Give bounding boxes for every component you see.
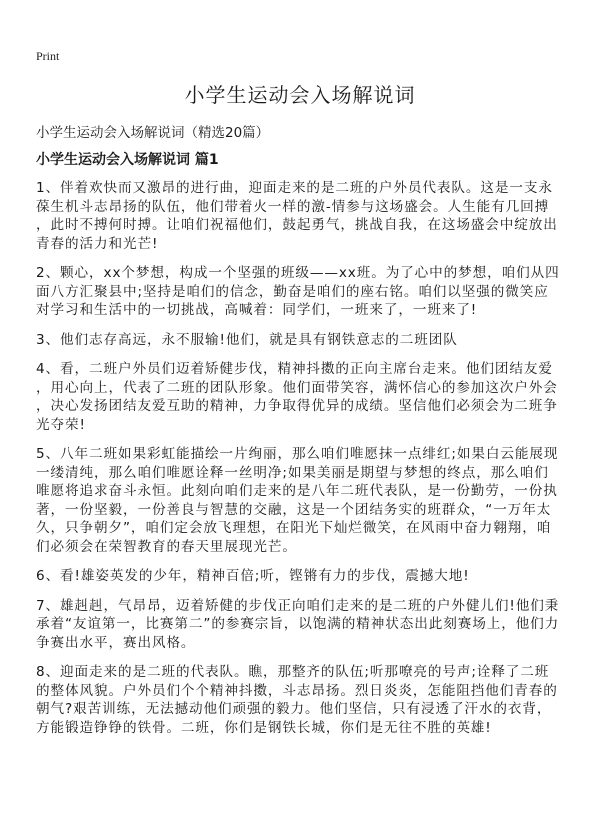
paragraph-line: 葆生机斗志昂扬的队伍，他们带着火一样的激-情参与这场盛会。人生能有几回搏 <box>36 198 550 215</box>
document-title: 小学生运动会入场解说词 <box>184 83 416 107</box>
paragraph-line: 方能锻造铮铮的铁骨。二班，你们是钢铁长城，你们是无往不胜的英雄! <box>36 719 492 736</box>
paragraph-line: 7、雄赳赳，气昂昂，迈着矫健的步伐正向咱们走来的是二班的户外健儿们!他们秉 <box>36 597 560 614</box>
document-body <box>36 179 566 748</box>
paragraph-line: ，决心发扬团结友爱互助的精神，力争取得优异的成绩。坚信他们必须会为二班争 <box>36 398 558 414</box>
paragraph-6 <box>36 567 566 586</box>
print-label: Print <box>36 49 60 63</box>
paragraph-line: 的整体风貌。户外员们个个精神抖擞，斗志昂扬。烈日炎炎，怎能阻挡他们青春的 <box>36 682 558 699</box>
paragraph-line: 2、颗心，xx个梦想，构成一个坚强的班级——xx班。为了心中的梦想，咱们从四 <box>36 265 560 281</box>
paragraph-line: 6、看!雄姿英发的少年，精神百倍;听，铿锵有力的步伐，震撼大地! <box>36 568 470 584</box>
paragraph-4 <box>36 360 566 434</box>
paragraph-1 <box>36 179 566 253</box>
paragraph-line: ，此时不搏何时搏。让咱们祝福他们，鼓起勇气，挑战自我，在这场盛会中绽放出 <box>36 217 558 233</box>
paragraph-line: 5、八年二班如果彩虹能描绘一片绚丽，那么咱们唯愿抹一点绯红;如果白云能展现 <box>36 446 559 462</box>
paragraph-line: 1、伴着欢快而又激昂的进行曲，迎面走来的是二班的户外员代表队。这是一支永 <box>36 180 553 196</box>
paragraph-line: 一缕清纯，那么咱们唯愿诠释一丝明净;如果美丽是期望与梦想的终点，那么咱们 <box>36 464 549 481</box>
paragraph-line: ，用心向上，代表了二班的团队形象。他们面带笑容，满怀信心的参加这次户外会 <box>36 379 558 396</box>
paragraph-line: 们必须会在荣智教育的春天里展现光芒。 <box>36 538 297 555</box>
paragraph-line: 朝气?艰苦训练，无法撼动他们顽强的毅力。他们坚信，只有浸透了汗水的衣背， <box>36 701 552 717</box>
paragraph-line: 8、迎面走来的是二班的代表队。瞧，那整齐的队伍;听那嘹亮的号声;诠释了二班 <box>36 664 550 680</box>
paragraph-line: 久，只争朝夕”，咱们定会放飞理想，在阳光下灿烂微笑，在风雨中奋力翱翔，咱 <box>36 520 552 536</box>
paragraph-2 <box>36 264 566 320</box>
paragraph-8 <box>36 663 566 737</box>
paragraph-line: 对学习和生活中的一切挑战，高喊着：同学们，一班来了，一班来了! <box>36 302 478 318</box>
paragraph-5 <box>36 445 566 556</box>
paragraph-line: 唯愿将追求奋斗永恒。此刻向咱们走来的是八年二班代表队，是一份勤劳，一份执 <box>36 483 558 499</box>
paragraph-line: 光夺荣! <box>36 416 86 433</box>
paragraph-line: 3、他们志存高远，永不服输!他们，就是具有钢铁意志的二班团队 <box>36 331 458 348</box>
paragraph-line: 面八方汇聚县中;坚持是咱们的信念，勤奋是咱们的座右铭。咱们以坚强的微笑应 <box>36 283 549 300</box>
paragraph-3 <box>36 331 566 350</box>
paragraph-line: 承着“友谊第一，比赛第二”的参赛宗旨，以饱满的精神状态出此刻赛场上，他们力 <box>36 616 560 632</box>
paragraph-line: 4、看，二班户外员们迈着矫健步伐，精神抖擞的正向主席台走来。他们团结友爱 <box>36 361 553 377</box>
document-subtitle: 小学生运动会入场解说词（精选20篇） <box>36 125 270 141</box>
paragraph-line: 著，一份坚毅，一份善良与智慧的交融，这是一个团结务实的班群众，“一万年太 <box>36 501 552 518</box>
paragraph-line: 争赛出水平，赛出风格。 <box>36 634 196 651</box>
section-heading: 小学生运动会入场解说词 篇1 <box>36 152 219 168</box>
paragraph-line: 青春的活力和光芒! <box>36 235 159 252</box>
paragraph-7 <box>36 597 566 653</box>
